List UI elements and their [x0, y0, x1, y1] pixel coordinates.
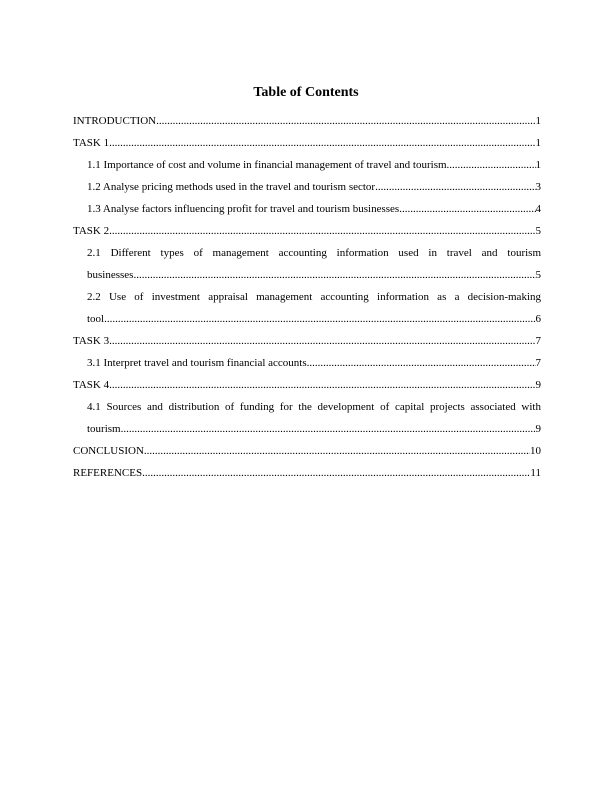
toc-entry-task-4[interactable]	[73, 374, 541, 396]
toc-entry-label-line2: businesses	[87, 269, 134, 281]
toc-entry-label: REFERENCES	[73, 467, 143, 479]
toc-entry-references[interactable]	[73, 462, 541, 484]
toc-entry-task-2[interactable]	[73, 220, 541, 242]
toc-page-number: 1	[535, 159, 541, 171]
page-title: Table of Contents	[253, 85, 359, 100]
toc-page-number: 7	[535, 357, 541, 369]
toc-entry-label: INTRODUCTION	[73, 115, 157, 127]
toc-leader-dots	[447, 154, 536, 176]
toc-entry-label: TASK 4	[73, 379, 110, 391]
toc-entry-label: TASK 2	[73, 225, 110, 237]
toc-leader-dots	[109, 220, 535, 242]
toc-entry-label: TASK 3	[73, 335, 110, 347]
toc-page-number: 1	[535, 115, 541, 127]
toc-entry-label: CONCLUSION	[73, 445, 144, 457]
toc-page-number: 3	[535, 181, 541, 193]
toc-entry-4-1[interactable]	[73, 396, 541, 440]
toc-leader-dots	[307, 352, 536, 374]
toc-entry-label: TASK 1	[73, 137, 110, 149]
toc-entry-label: 3.1 Interpret travel and tourism financial accounts	[87, 357, 307, 369]
toc-leader-dots	[121, 418, 536, 440]
toc-leader-dots	[133, 264, 535, 286]
toc-page-number: 7	[535, 335, 541, 347]
toc-entry-label-line1: 4.1 Sources and distribution of funding for the development of capital projects associated with	[87, 401, 541, 413]
toc-leader-dots	[109, 330, 535, 352]
toc-entry-1-1[interactable]	[73, 154, 541, 176]
toc-page-number: 5	[535, 269, 541, 281]
toc-entry-conclusion[interactable]	[73, 440, 541, 462]
toc-leader-dots	[156, 110, 535, 132]
toc-page-number: 9	[535, 379, 541, 391]
toc-entry-2-2[interactable]	[73, 286, 541, 330]
toc-entry-label-line1: 2.2 Use of investment appraisal management accounting information as a decision-making	[87, 291, 541, 303]
toc-entry-2-1[interactable]	[73, 242, 541, 286]
toc-page-number: 5	[535, 225, 541, 237]
toc-entry-label-line2: tourism	[87, 423, 121, 435]
toc-leader-dots	[375, 176, 535, 198]
toc-entry-3-1[interactable]	[73, 352, 541, 374]
toc-page-number: 6	[535, 313, 541, 325]
toc-entry-1-3[interactable]	[73, 198, 541, 220]
toc-entry-label: 1.3 Analyse factors influencing profit for travel and tourism businesses	[87, 203, 400, 215]
toc-entry-task-3[interactable]	[73, 330, 541, 352]
toc-entry-1-2[interactable]	[73, 176, 541, 198]
toc-entry-introduction[interactable]	[73, 110, 541, 132]
toc-page-number: 4	[535, 203, 541, 215]
toc-leader-dots	[399, 198, 535, 220]
toc-page-number: 10	[530, 445, 541, 457]
toc-entry-label: 1.1 Importance of cost and volume in financial management of travel and tourism	[87, 159, 447, 171]
toc-entry-task-1[interactable]	[73, 132, 541, 154]
toc-leader-dots	[109, 374, 535, 396]
toc-leader-dots	[142, 462, 530, 484]
toc-page-number: 9	[535, 423, 541, 435]
table-of-contents	[73, 110, 541, 484]
toc-entry-label-line2: tool	[87, 313, 105, 325]
toc-leader-dots	[109, 132, 535, 154]
toc-entry-label-line1: 2.1 Different types of management accounting information used in travel and tourism	[87, 247, 541, 259]
toc-entry-label: 1.2 Analyse pricing methods used in the travel and tourism sector	[87, 181, 376, 193]
toc-page-number: 1	[535, 137, 541, 149]
toc-leader-dots	[104, 308, 535, 330]
toc-page-number: 11	[530, 467, 541, 479]
toc-leader-dots	[144, 440, 530, 462]
